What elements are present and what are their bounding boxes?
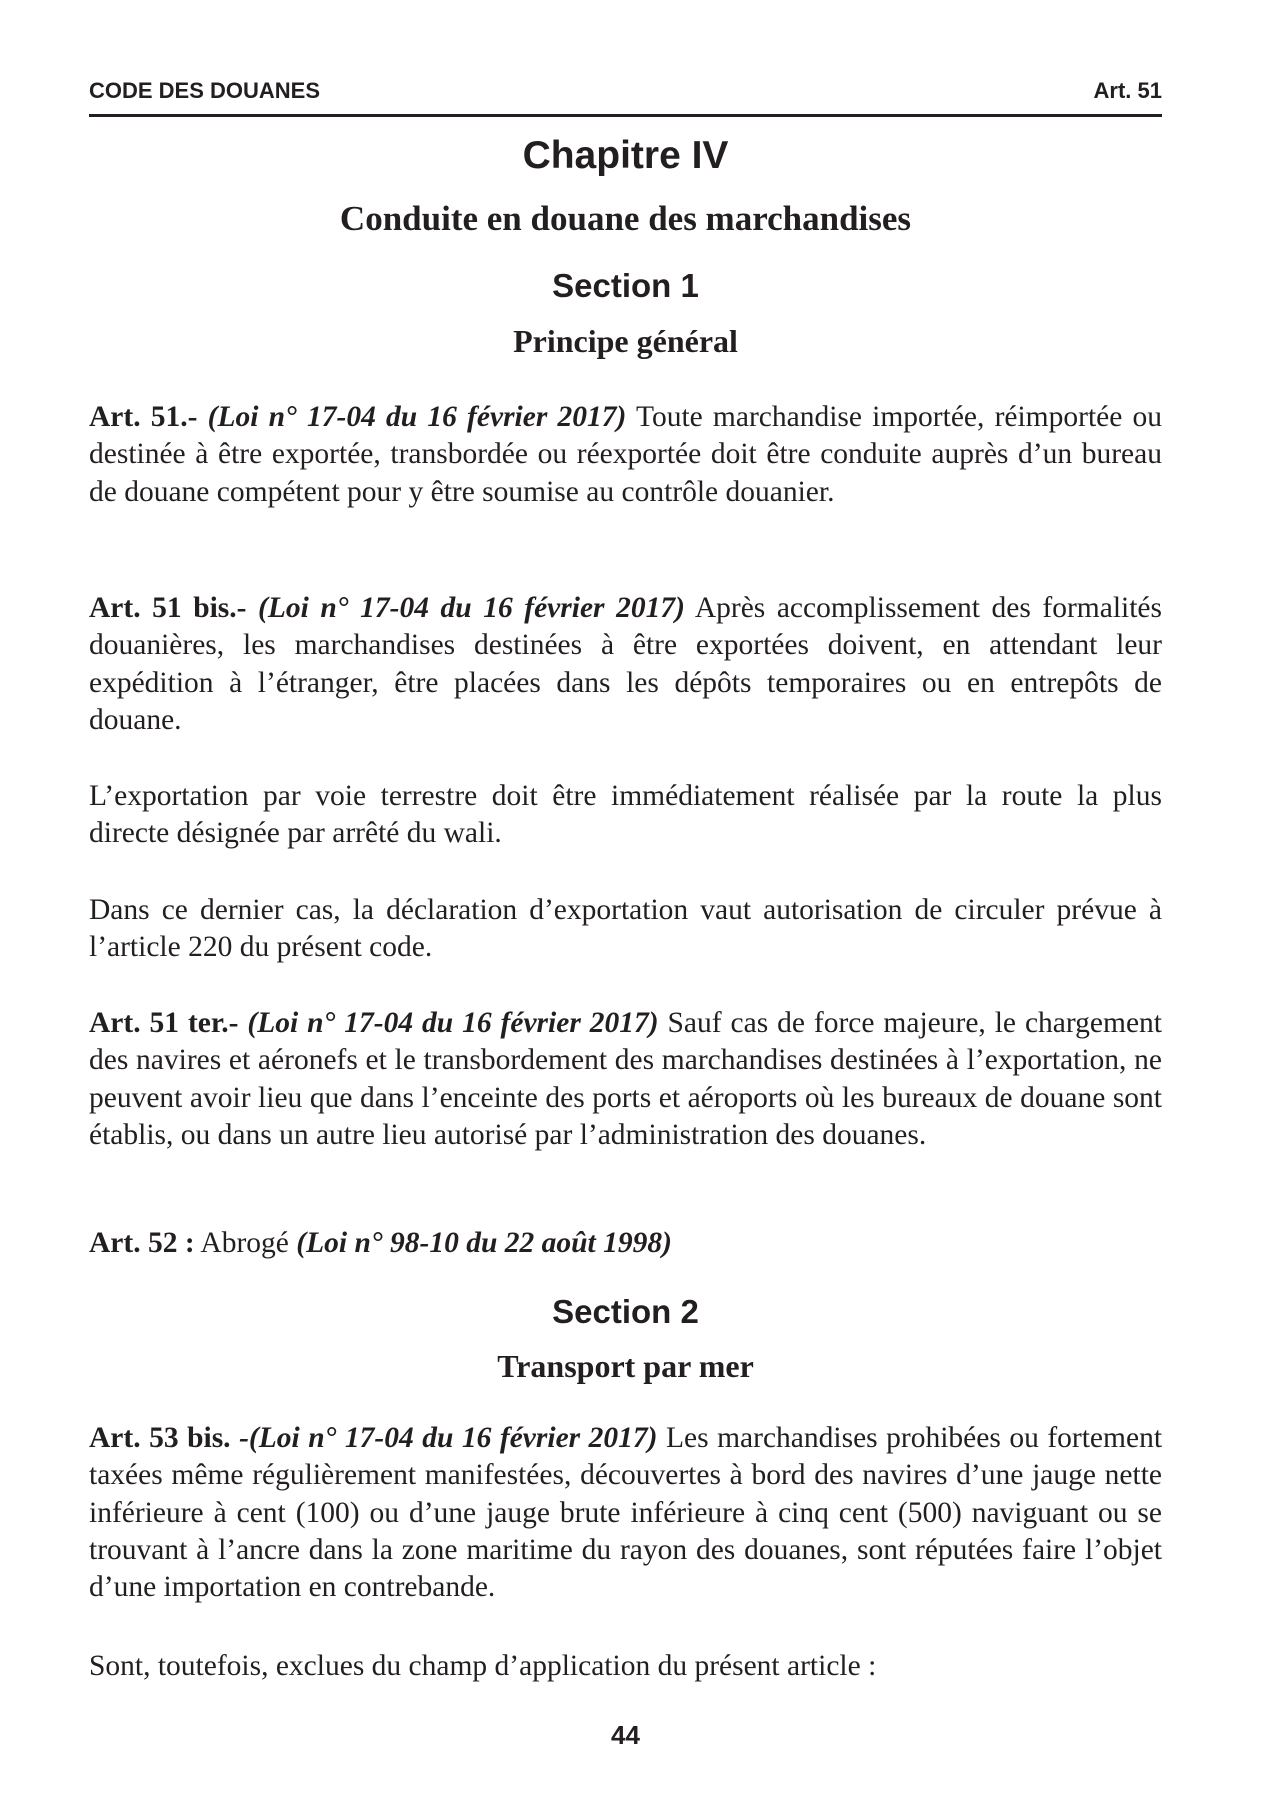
chapter-title: Conduite en douane des marchandises bbox=[339, 199, 912, 238]
paragraph-text: L’exportation par voie terrestre doit être immédiatement réalisée par la route la plus directe désignée par arrêté du wali. bbox=[89, 780, 1162, 850]
paragraph-text: Sont, toutefois, exclues du champ d’application du présent article : bbox=[89, 1650, 877, 1682]
law-reference: -(Loi n° 17-04 du 16 février 2017) bbox=[239, 1422, 658, 1454]
section-2-heading: Section 2 bbox=[552, 1293, 699, 1330]
paragraph-text: Dans ce dernier cas, la déclaration d’exportation vaut autorisation de circuler prévue à l’article 220 du présent code. bbox=[89, 894, 1162, 964]
running-header bbox=[89, 78, 1162, 104]
article-51-bis bbox=[89, 590, 1162, 739]
article-text: Toute marchandise importée, réimportée ou destinée à être exportée, transbordée ou réexportée doit être conduite auprès d’un bureau de douane compétent pour y être soumise au contrôle douanier. bbox=[89, 401, 1163, 508]
article-text: Après accomplissement des formalités douanières, les marchandises destinées à être exportées doivent, en attendant leur expédition à l’étranger, être placées dans les dépôts temporaires ou en entrepôts de douane. bbox=[89, 592, 1163, 736]
header-rule bbox=[89, 114, 1162, 117]
article-number: Art. 52 : bbox=[89, 1227, 195, 1259]
article-52 bbox=[89, 1225, 1162, 1262]
document-page bbox=[89, 0, 1162, 1800]
law-reference: (Loi n° 17-04 du 16 février 2017) bbox=[247, 1007, 659, 1039]
header-code-title: CODE DES DOUANES bbox=[89, 78, 321, 103]
section-2-title: Transport par mer bbox=[497, 1348, 754, 1384]
article-text: Sauf cas de force majeure, le chargement des navires et aéronefs et le transbordement des marchandises destinées à l’exportation, ne peuvent avoir lieu que dans l’enceinte des ports et aéroports où les bureaux de douane sont établis, ou dans un autre lieu autorisé par l’administration des douanes. bbox=[89, 1007, 1163, 1151]
paragraph-exclusions bbox=[89, 1648, 1162, 1685]
article-51 bbox=[89, 399, 1162, 511]
paragraph-export-declaration bbox=[89, 892, 1162, 967]
law-reference: (Loi n° 17-04 du 16 février 2017) bbox=[258, 592, 685, 624]
article-number: Art. 51 ter.- bbox=[89, 1007, 239, 1039]
article-number: Art. 51.- bbox=[89, 401, 198, 433]
article-text: Les marchandises prohibées ou fortement taxées même régulièrement manifestées, découvertes à bord des navires d’une jauge nette inférieure à cent (100) ou d’une jauge brute inférieure à cinq cent (500) naviguant ou se trouvant à l’ancre dans la zone maritime du rayon des douanes, sont réputées faire l’objet d’une importation en contrebande. bbox=[89, 1422, 1163, 1604]
article-51-ter bbox=[89, 1005, 1162, 1154]
law-reference: (Loi n° 98-10 du 22 août 1998) bbox=[296, 1227, 672, 1259]
paragraph-export-route bbox=[89, 778, 1162, 853]
section-1-title: Principe général bbox=[513, 323, 738, 359]
article-53-bis bbox=[89, 1420, 1162, 1606]
chapter-heading: Chapitre IV bbox=[522, 134, 729, 177]
header-article-ref: Art. 51 bbox=[1093, 78, 1162, 103]
article-number: Art. 51 bis.- bbox=[89, 592, 247, 624]
page-number: 44 bbox=[611, 1720, 640, 1750]
article-text: Abrogé bbox=[200, 1227, 289, 1259]
section-1-heading: Section 1 bbox=[552, 267, 699, 304]
law-reference: (Loi n° 17-04 du 16 février 2017) bbox=[207, 401, 627, 433]
article-number: Art. 53 bis. bbox=[89, 1422, 231, 1454]
